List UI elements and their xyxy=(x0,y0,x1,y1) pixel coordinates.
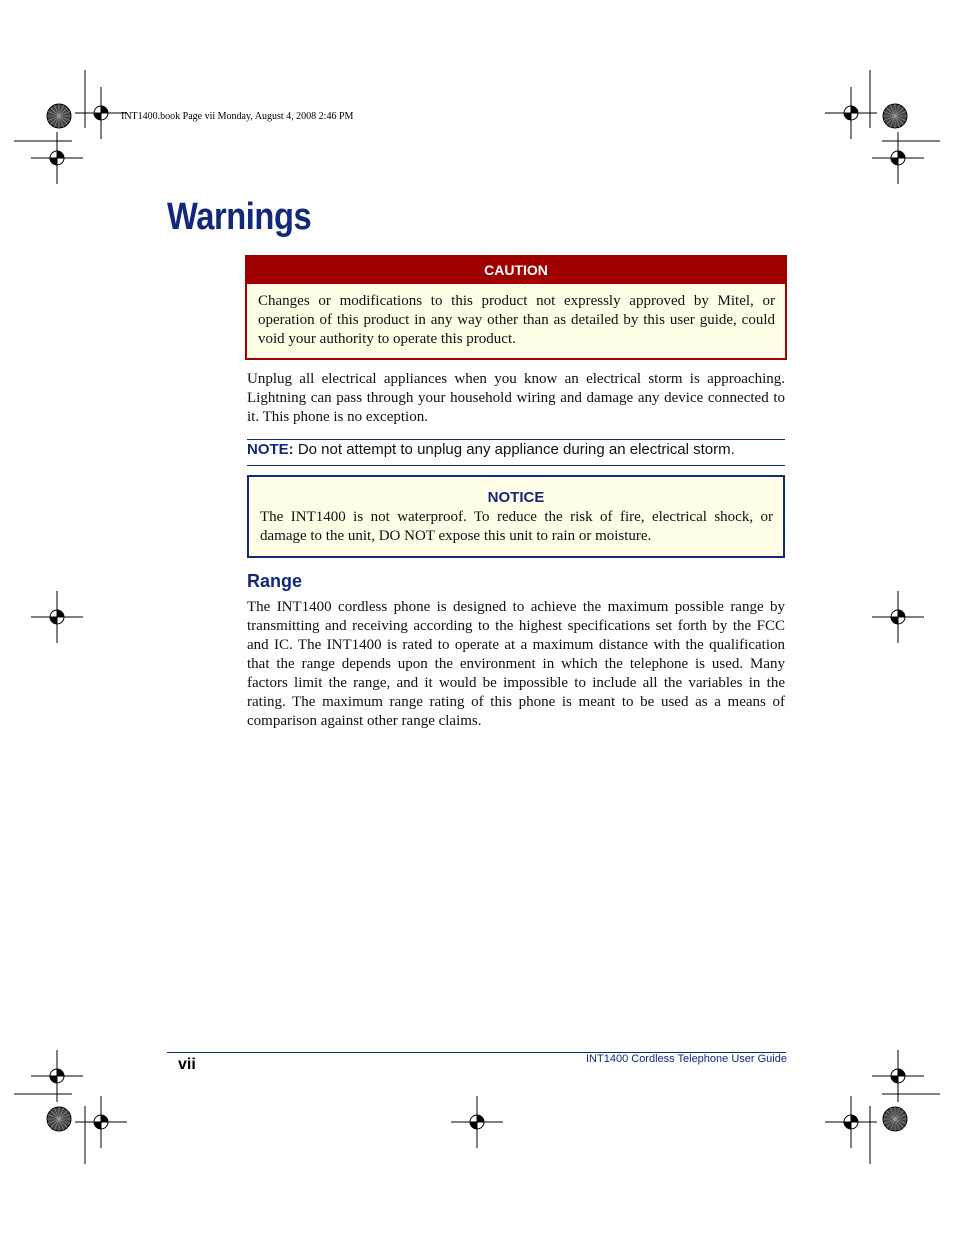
notice-heading: NOTICE xyxy=(487,489,545,506)
notice-text: The INT1400 is not waterproof. To reduce the risk of fire, electrical shock, or damage to the unit, DO NOT expose this unit to rain or moisture. xyxy=(260,509,773,544)
note-top-rule xyxy=(247,439,785,440)
range-paragraph: The INT1400 cordless phone is designed to achieve the maximum possible range by transmitting and receiving according to the highest specifications set forth by the FCC and IC. The INT1400 is rated to operate at a maximum distance with the qualification that the range depends upon the environment in which the telephone is used. Many factors limit the range, and it would be impossible to include all the variables in the rating. The maximum range rating of this phone is meant to be used as a means of comparison against other range claims. xyxy=(247,599,785,729)
note-label: NOTE: xyxy=(247,441,294,458)
caution-heading: CAUTION xyxy=(247,257,785,284)
note xyxy=(247,441,735,458)
range-heading: Range xyxy=(247,571,303,591)
book-info-header: INT1400.book Page vii Monday, August 4, 2008 2:46 PM xyxy=(121,111,354,122)
footer-guide-title: INT1400 Cordless Telephone User Guide xyxy=(586,1053,787,1065)
notice-box xyxy=(247,475,785,558)
note-bottom-rule xyxy=(247,465,785,466)
footer-page-number: vii xyxy=(178,1056,196,1073)
note-text: Do not attempt to unplug any appliance during an electrical storm. xyxy=(293,441,735,458)
storm-paragraph: Unplug all electrical appliances when you know an electrical storm is approaching. Lightning can pass through your household wiring and damage any device connected to it. This phone is no exception. xyxy=(247,371,785,425)
caution-text: Changes or modifications to this product not expressly approved by Mitel, or operation of this product in any way other than as detailed by this user guide, could void your authority to operate this product. xyxy=(258,293,775,347)
caution-box xyxy=(245,255,787,360)
page-title: Warnings xyxy=(167,196,312,238)
